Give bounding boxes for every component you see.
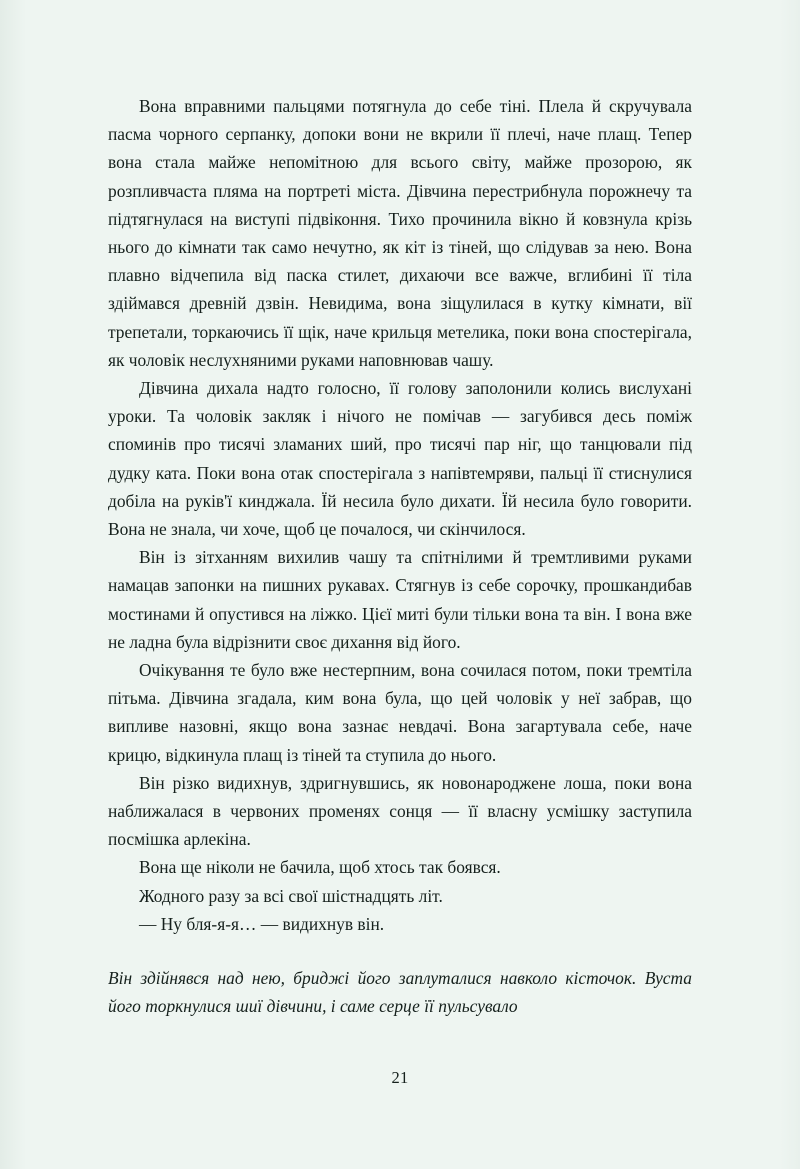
page-edge-shading-left <box>0 0 26 1169</box>
paragraph: Вона ще ніколи не бачила, щоб хтось так боявся. <box>139 857 501 878</box>
paragraph: Вона вправними пальцями потягнула до себе тіні. Плела й скручувала пасма чорного серпанку, допоки вони не вкрили її плечі, наче плащ. Тепер вона стала майже непомітною для всього світу, майже прозорою, як розпливчаста пляма на портреті міста. Дівчина перестрибнула порожнечу та підтягнулася на виступі підвіконня. Тихо прочинила вікно й ковзнула крізь нього до кімнати так само нечутно, як кіт із тіней, що слідував за нею. Вона плавно відчепила від паска стилет, дихаючи все важче, вглибині її тіла здіймався древній дзвін. Невидима, вона зіщулилася в кутку кімнати, вії трепетали, торкаючись її щік, наче крильця метелика, поки вона спостерігала, як чоловік неслухняними руками наповнював чашу. <box>108 96 692 370</box>
paragraph: Дівчина дихала надто голосно, її голову заполонили колись вислухані уроки. Та чоловік закляк і нічого не помічав — загубився десь поміж споминів про тисячі зламаних ший, про тисячі пар ніг, що танцювали під дудку ката. Поки вона отак спостерігала з напівтемряви, пальці її стиснулися добіла на руків'ї кинджала. Їй несила було дихати. Їй несила було говорити. Вона не знала, чи хоче, щоб це почалося, чи скінчилося. <box>108 378 692 540</box>
paragraph: Він із зітханням вихилив чашу та спітнілими й тремтливими руками намацав запонки на пишних рукавах. Стягнув із себе сорочку, прошкандибав мостинами й опустився на ліжко. Цієї миті були тільки вона та він. І вона вже не ладна була відрізнити своє дихання від його. <box>108 547 692 652</box>
paragraph: Жодного разу за всі свої шістнадцять літ. <box>139 885 443 906</box>
paragraph: Він різко видихнув, здригнувшись, як новонароджене лоша, поки вона наближалася в червоних променях сонця — її власну усмішку заступила посмішка арлекіна. <box>108 772 692 850</box>
page-edge-shading-right <box>780 0 800 1169</box>
italic-passage: Він здійнявся над нею, бриджі його заплуталися навколо кісточок. Вуста його торкнулися шиї дівчини, і саме серце її пульсувало <box>108 968 692 1017</box>
dialogue-line: — Ну бля-я-я… — видихнув він. <box>139 913 385 934</box>
body-text-column <box>108 92 692 1021</box>
page-number: 21 <box>391 1068 409 1087</box>
paragraph: Очікування те було вже нестерпним, вона сочилася потом, поки тремтіла пітьма. Дівчина згадала, ким вона була, що цей чоловік у неї забрав, що випливе назовні, якщо вона зазнає невдачі. Вона загартувала себе, наче крицю, відкинула плащ із тіней та ступила до нього. <box>108 660 692 765</box>
